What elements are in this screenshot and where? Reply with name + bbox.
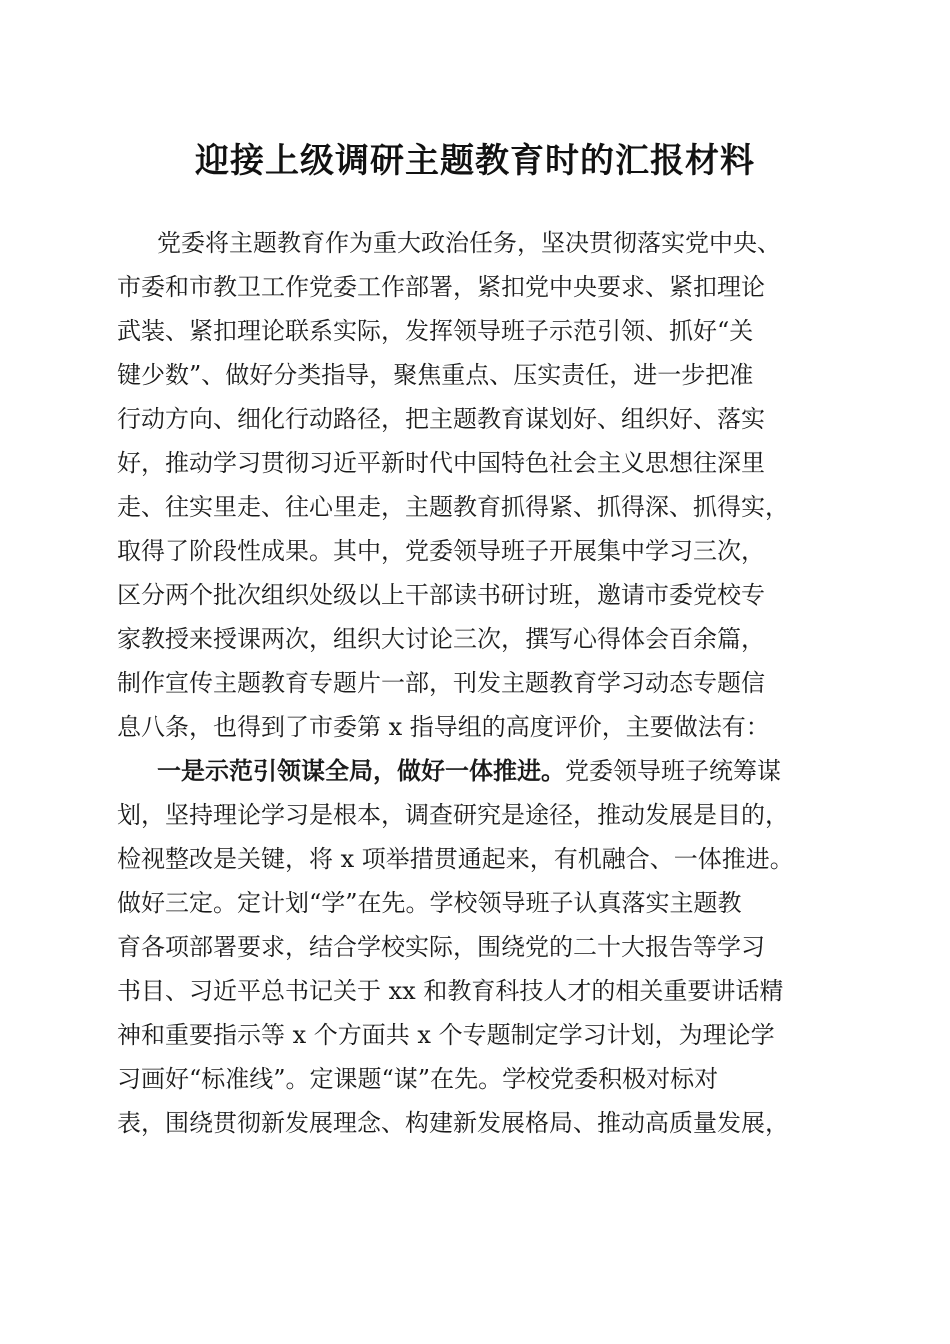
paragraph-2-first-line	[157, 756, 877, 786]
paragraph-2-line: 划，坚持理论学习是根本，调查研究是途径，推动发展是目的，	[117, 801, 789, 829]
paragraph-1-line: 党委将主题教育作为重大政治任务，坚决贯彻落实党中央、	[157, 229, 781, 257]
paragraph-1-line: 市委和市教卫工作党委工作部署，紧扣党中央要求、紧扣理论	[117, 273, 765, 301]
paragraph-1-line: 区分两个批次组织处级以上干部读书研讨班，邀请市委党校专	[117, 581, 765, 609]
paragraph-1-line: 好，推动学习贯彻习近平新时代中国特色社会主义思想往深里	[117, 449, 765, 477]
paragraph-2-line: 做好三定。定计划“学”在先。学校领导班子认真落实主题教	[117, 889, 742, 917]
paragraph-2-line: 检视整改是关键，将 x 项举措贯通起来，有机融合、一体推进。	[117, 845, 794, 873]
paragraph-2-line: 书目、习近平总书记关于 xx 和教育科技人才的相关重要讲话精	[117, 977, 784, 1005]
paragraph-1-line: 武装、紧扣理论联系实际，发挥领导班子示范引领、抓好“关	[117, 317, 754, 345]
paragraph-2-line: 神和重要指示等 x 个方面共 x 个专题制定学习计划，为理论学	[117, 1021, 775, 1049]
paragraph-2-heading: 一是示范引领谋全局，做好一体推进。	[157, 756, 565, 785]
paragraph-1-line: 家教授来授课两次，组织大讨论三次，撰写心得体会百余篇，	[117, 625, 765, 653]
paragraph-1-line: 息八条，也得到了市委第 x 指导组的高度评价，主要做法有：	[117, 713, 770, 741]
paragraph-1-line: 键少数”、做好分类指导，聚焦重点、压实责任，进一步把准	[117, 361, 754, 389]
document-title: 迎接上级调研主题教育时的汇报材料	[195, 141, 755, 181]
paragraph-1-line: 走、往实里走、往心里走，主题教育抓得紧、抓得深、抓得实，	[117, 493, 789, 521]
paragraph-2-line: 育各项部署要求，结合学校实际，围绕党的二十大报告等学习	[117, 933, 765, 961]
paragraph-1-line: 行动方向、细化行动路径，把主题教育谋划好、组织好、落实	[117, 405, 765, 433]
paragraph-2-line: 习画好“标准线”。定课题“谋”在先。学校党委积极对标对	[117, 1065, 719, 1093]
paragraph-1-line: 制作宣传主题教育专题片一部，刊发主题教育学习动态专题信	[117, 669, 765, 697]
paragraph-1-line: 取得了阶段性成果。其中，党委领导班子开展集中学习三次，	[117, 537, 765, 565]
paragraph-2-first-line-rest: 党委领导班子统筹谋	[565, 757, 781, 785]
paragraph-2-line: 表，围绕贯彻新发展理念、构建新发展格局、推动高质量发展，	[117, 1109, 789, 1137]
